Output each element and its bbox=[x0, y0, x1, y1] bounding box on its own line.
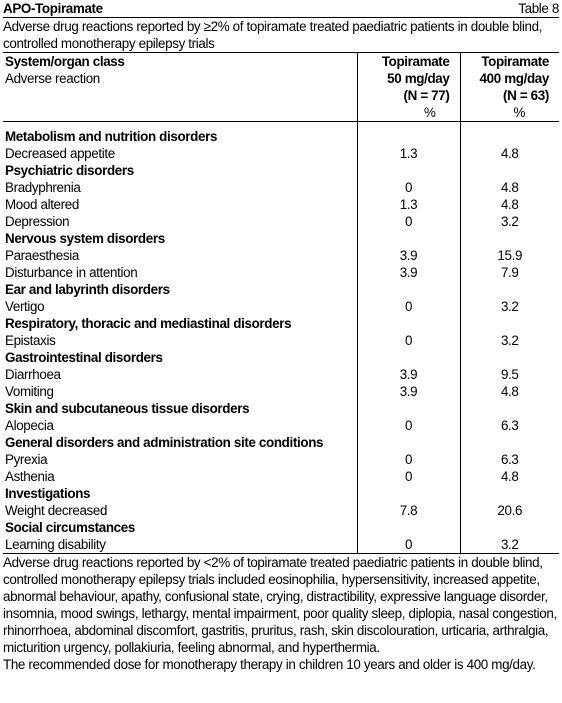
value-400mg: 4.8 bbox=[460, 196, 559, 213]
value-50mg: 0 bbox=[357, 468, 460, 485]
table-category-row bbox=[3, 400, 559, 417]
category-empty-cell bbox=[460, 434, 559, 451]
value-50mg: 0 bbox=[357, 451, 460, 468]
value-50mg: 3.9 bbox=[357, 264, 460, 281]
category-label: Investigations bbox=[5, 486, 91, 501]
table-category-row bbox=[3, 128, 559, 145]
column-header-50mg-line1: Topiramate bbox=[381, 54, 450, 69]
value-50mg: 0 bbox=[357, 213, 460, 230]
document-page bbox=[3, 0, 559, 673]
category-empty-cell bbox=[460, 230, 559, 247]
value-50mg: 1.3 bbox=[357, 196, 460, 213]
value-400mg: 15.9 bbox=[460, 247, 559, 264]
adverse-reaction-label: Disturbance in attention bbox=[5, 265, 138, 280]
category-label: Metabolism and nutrition disorders bbox=[5, 129, 218, 144]
adverse-reaction-label: Mood altered bbox=[5, 197, 79, 212]
adverse-reaction-label: Decreased appetite bbox=[5, 146, 115, 161]
category-empty-cell bbox=[357, 162, 460, 179]
adverse-reaction-label: Vertigo bbox=[5, 299, 45, 314]
table-row bbox=[3, 383, 559, 400]
category-empty-cell bbox=[357, 315, 460, 332]
value-400mg: 20.6 bbox=[460, 502, 559, 519]
category-label: Skin and subcutaneous tissue disorders bbox=[5, 401, 250, 416]
value-50mg: 0 bbox=[357, 536, 460, 554]
value-50mg: 0 bbox=[357, 332, 460, 349]
table-category-row bbox=[3, 162, 559, 179]
category-label: Ear and labyrinth disorders bbox=[5, 282, 170, 297]
value-50mg: 0 bbox=[357, 298, 460, 315]
category-empty-cell bbox=[357, 519, 460, 536]
table-category-row bbox=[3, 485, 559, 502]
adverse-reaction-label: Learning disability bbox=[3, 536, 357, 554]
category-empty-cell bbox=[357, 400, 460, 417]
table-row bbox=[3, 145, 559, 162]
column-header-system-organ-class bbox=[3, 53, 357, 122]
adverse-reaction-label: Asthenia bbox=[5, 469, 55, 484]
column-header-50mg-unit: % bbox=[423, 105, 436, 120]
category-empty-cell bbox=[357, 128, 460, 145]
category-empty-cell bbox=[357, 230, 460, 247]
column-header-400mg bbox=[460, 53, 559, 122]
value-400mg: 3.2 bbox=[460, 298, 559, 315]
value-400mg: 4.8 bbox=[460, 383, 559, 400]
table-row bbox=[3, 298, 559, 315]
table-category-row bbox=[3, 315, 559, 332]
value-50mg: 7.8 bbox=[357, 502, 460, 519]
table-row bbox=[3, 213, 559, 230]
value-400mg: 4.8 bbox=[460, 468, 559, 485]
adverse-reaction-label: Pyrexia bbox=[5, 452, 48, 467]
value-400mg: 6.3 bbox=[460, 451, 559, 468]
table-row bbox=[3, 247, 559, 264]
category-label: Respiratory, thoracic and mediastinal disorders bbox=[5, 316, 292, 331]
table-row bbox=[3, 451, 559, 468]
table-row bbox=[3, 536, 559, 554]
table-row bbox=[3, 366, 559, 383]
category-empty-cell bbox=[460, 281, 559, 298]
table-category-row bbox=[3, 434, 559, 451]
table-row bbox=[3, 179, 559, 196]
adverse-reaction-label: Epistaxis bbox=[5, 333, 56, 348]
category-empty-cell bbox=[460, 485, 559, 502]
column-header-50mg bbox=[357, 53, 460, 122]
adverse-reaction-label: Diarrhoea bbox=[5, 367, 61, 382]
table-row bbox=[3, 196, 559, 213]
adverse-reaction-label: Paraesthesia bbox=[5, 248, 79, 263]
table-header bbox=[3, 0, 559, 17]
table-label: Table 8 bbox=[518, 1, 559, 16]
value-50mg: 0 bbox=[357, 179, 460, 196]
adverse-reaction-label: Depression bbox=[5, 214, 70, 229]
value-50mg: 0 bbox=[357, 417, 460, 434]
column-header-400mg-line2: 400 mg/day bbox=[479, 71, 549, 86]
adverse-reaction-label: Weight decreased bbox=[5, 503, 108, 518]
value-400mg: 3.2 bbox=[460, 332, 559, 349]
column-header-50mg-line2: 50 mg/day bbox=[387, 71, 450, 86]
category-empty-cell bbox=[460, 162, 559, 179]
column-header-line2: Adverse reaction bbox=[5, 71, 100, 86]
value-400mg: 3.2 bbox=[460, 213, 559, 230]
table-caption: Adverse drug reactions reported by ≥2% of topiramate treated paediatric patients in double blind, controlled monotherapy epilepsy trials bbox=[3, 19, 543, 51]
category-empty-cell bbox=[357, 281, 460, 298]
category-empty-cell bbox=[357, 485, 460, 502]
category-empty-cell bbox=[357, 349, 460, 366]
adverse-reactions-table bbox=[3, 52, 559, 554]
table-row bbox=[3, 502, 559, 519]
column-header-400mg-line3: (N = 63) bbox=[503, 88, 549, 103]
category-label: Nervous system disorders bbox=[5, 231, 165, 246]
column-header-400mg-unit: % bbox=[513, 105, 525, 120]
value-400mg: 3.2 bbox=[460, 536, 559, 554]
category-empty-cell bbox=[460, 315, 559, 332]
category-empty-cell bbox=[460, 400, 559, 417]
table-category-row bbox=[3, 230, 559, 247]
table-category-row bbox=[3, 281, 559, 298]
table-category-row bbox=[3, 349, 559, 366]
table-row bbox=[3, 417, 559, 434]
table-footnote bbox=[3, 554, 559, 673]
adverse-reaction-label: Vomiting bbox=[5, 384, 54, 399]
footnote-paragraph-2: The recommended dose for monotherapy therapy in children 10 years and older is 400 mg/day. bbox=[3, 657, 536, 672]
value-400mg: 4.8 bbox=[460, 179, 559, 196]
category-label: General disorders and administration site conditions bbox=[5, 435, 324, 450]
table-row bbox=[3, 264, 559, 281]
category-empty-cell bbox=[460, 128, 559, 145]
column-header-400mg-line1: Topiramate bbox=[481, 54, 549, 69]
value-50mg: 3.9 bbox=[357, 383, 460, 400]
column-header-line1: System/organ class bbox=[5, 54, 125, 69]
category-label: Gastrointestinal disorders bbox=[5, 350, 163, 365]
document-title: APO-Topiramate bbox=[3, 1, 103, 16]
column-header-50mg-line3: (N = 77) bbox=[403, 88, 450, 103]
value-400mg: 7.9 bbox=[460, 264, 559, 281]
category-label: Psychiatric disorders bbox=[5, 163, 134, 178]
table-category-row bbox=[3, 519, 559, 536]
footnote-paragraph-1: Adverse drug reactions reported by <2% of topiramate treated paediatric patients in double blind, controlled monotherapy epilepsy trials included eosinophilia, hypersensitivity, increased appetite, abnormal behaviour, apathy, confusional state, crying, distractibility, expressive language disorder, insomnia, mood swings, lethargy, mental impairment, poor quality sleep, diplopia, nasal congestion, rhinorrhoea, abdominal discomfort, gastritis, pruritus, rash, skin discolouration, urticaria, arthralgia, micturition urgency, pollakiuria, feeling abnormal, and hyperthermia. bbox=[3, 555, 557, 655]
category-label: Social circumstances bbox=[5, 520, 135, 535]
table-column-header-row bbox=[3, 53, 559, 122]
value-50mg: 1.3 bbox=[357, 145, 460, 162]
table-row bbox=[3, 468, 559, 485]
table-row bbox=[3, 332, 559, 349]
category-empty-cell bbox=[460, 519, 559, 536]
value-400mg: 9.5 bbox=[460, 366, 559, 383]
value-400mg: 4.8 bbox=[460, 145, 559, 162]
value-400mg: 6.3 bbox=[460, 417, 559, 434]
adverse-reaction-label: Alopecia bbox=[5, 418, 54, 433]
value-50mg: 3.9 bbox=[357, 366, 460, 383]
table-body bbox=[3, 122, 559, 554]
category-empty-cell bbox=[357, 434, 460, 451]
category-empty-cell bbox=[460, 349, 559, 366]
adverse-reaction-label: Bradyphrenia bbox=[5, 180, 81, 195]
value-50mg: 3.9 bbox=[357, 247, 460, 264]
